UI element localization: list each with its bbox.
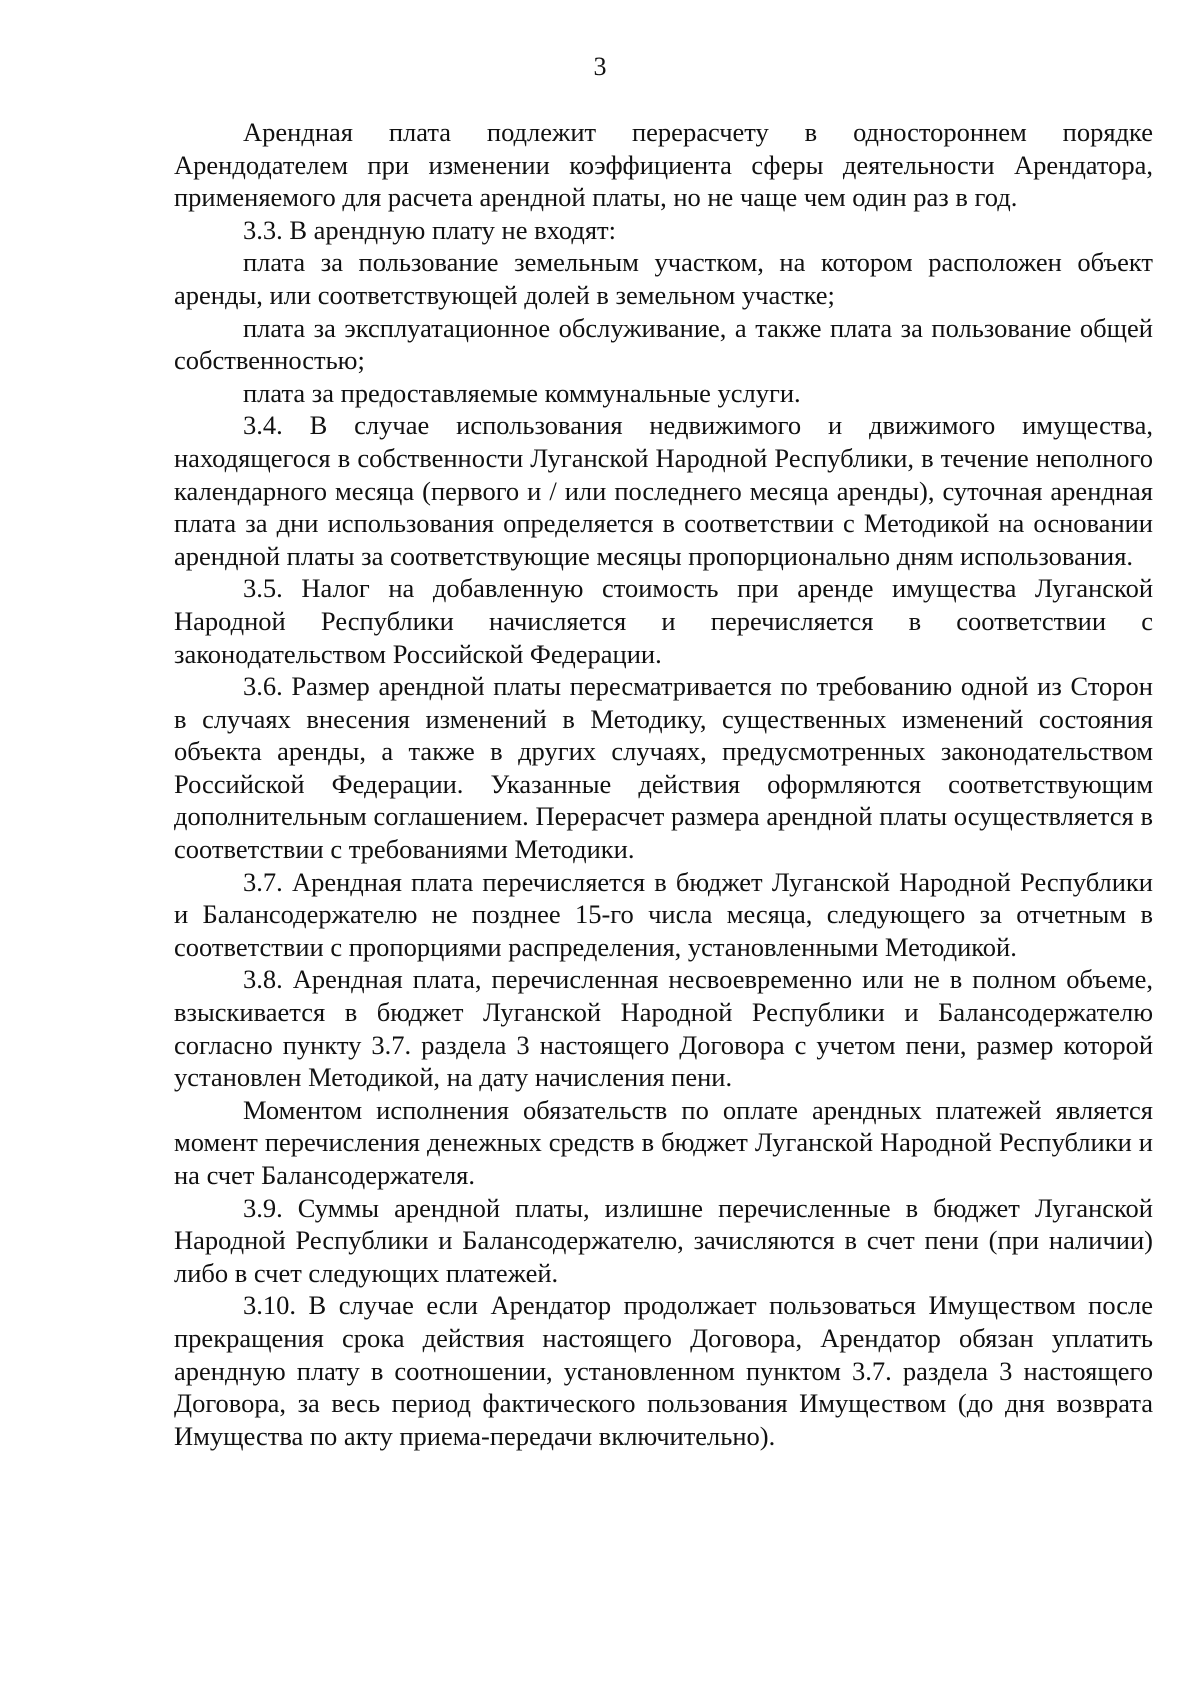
paragraph-rent-recalculation: Арендная плата подлежит перерасчету в одностороннем порядке Арендодателем при изменении коэффициента сферы деятельности Арендатора, применяемого для расчета арендной платы, но не чаще чем один раз в год. (174, 117, 1153, 213)
paragraph-3-6: 3.6. Размер арендной платы пересматривается по требованию одной из Сторон в случаях внесения изменений в Методику, существенных изменений состояния объекта аренды, а также в других случаях, предусмотренных законодательством Российской Федерации. Указанные действия оформляются соответствующим дополнительным соглашением. Перерасчет размера арендной платы осуществляется в соответствии с требованиями Методики. (174, 671, 1153, 865)
paragraph-3-5: 3.5. Налог на добавленную стоимость при аренде имущества Луганской Народной Республики начисляется и перечисляется в соответствии с законодательством Российской Федерации. (174, 573, 1153, 669)
paragraph-3-4: 3.4. В случае использования недвижимого и движимого имущества, находящегося в собственности Луганской Народной Республики, в течение неполного календарного месяца (первого и / или последнего месяца аренды), суточная арендная плата за дни использования определяется в соответствии с Методикой на основании арендной платы за соответствующие месяцы пропорционально дням использования. (174, 410, 1153, 571)
paragraph-3-7: 3.7. Арендная плата перечисляется в бюджет Луганской Народной Республики и Балансодержателю не позднее 15-го числа месяца, следующего за отчетным в соответствии с пропорциями распределения, установленными Методикой. (174, 866, 1153, 962)
paragraph-utilities-fee: плата за предоставляемые коммунальные услуги. (243, 377, 801, 408)
document-body (174, 116, 1153, 1452)
paragraph-3-10: 3.10. В случае если Арендатор продолжает пользоваться Имуществом после прекращения срока действия настоящего Договора, Арендатор обязан уплатить арендную плату в соотношении, установленном пунктом 3.7. раздела 3 настоящего Договора, за весь период фактического пользования Имуществом (до дня возврата Имущества по акту приема-передачи включительно). (174, 1290, 1153, 1451)
paragraph-payment-moment: Моментом исполнения обязательств по оплате арендных платежей является момент перечисления денежных средств в бюджет Луганской Народной Республики и на счет Балансодержателя. (174, 1094, 1153, 1190)
page-number: 3 (593, 52, 607, 81)
paragraph-3-9: 3.9. Суммы арендной платы, излишне перечисленные в бюджет Луганской Народной Республики и Балансодержателю, зачисляются в счет пени (при наличии) либо в счет следующих платежей. (174, 1192, 1153, 1288)
paragraph-land-fee: плата за пользование земельным участком, на котором расположен объект аренды, или соответствующей долей в земельном участке; (174, 247, 1153, 310)
paragraph-3-8: 3.8. Арендная плата, перечисленная несвоевременно или не в полном объеме, взыскивается в бюджет Луганской Народной Республики и Балансодержателю согласно пункту 3.7. раздела 3 настоящего Договора с учетом пени, размер которой установлен Методикой, на дату начисления пени. (174, 964, 1153, 1093)
paragraph-maintenance-fee: плата за эксплуатационное обслуживание, а также плата за пользование общей собственностью; (174, 312, 1153, 376)
paragraph-3-3: 3.3. В арендную плату не входят: (243, 214, 616, 245)
